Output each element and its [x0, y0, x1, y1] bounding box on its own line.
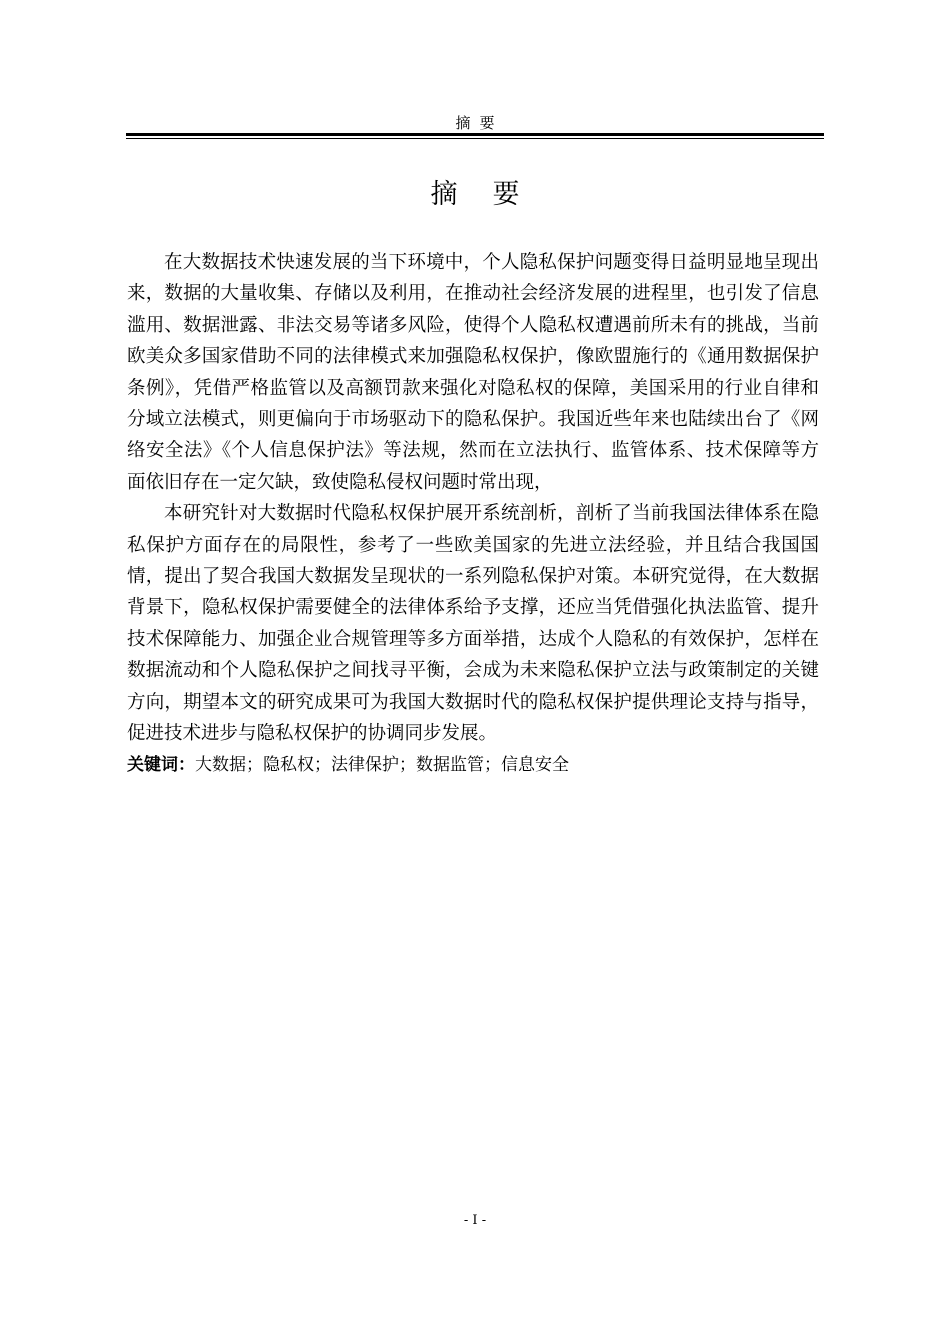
- keywords-line: [127, 750, 819, 781]
- keywords-list: 大数据；隐私权；法律保护；数据监管；信息安全: [195, 754, 569, 775]
- running-header: 摘要: [455, 114, 504, 132]
- page-number: - I -: [463, 1213, 487, 1228]
- header-rule-thin: [126, 138, 824, 139]
- page-title: 摘要: [430, 179, 555, 210]
- keywords-label: 关键词：: [127, 754, 195, 775]
- abstract-paragraph-2: 本研究针对大数据时代隐私权保护展开系统剖析，剖析了当前我国法律体系在隐私保护方面存在的局限性，参考了一些欧美国家的先进立法经验，并且结合我国国情，提出了契合我国大数据发呈现状的一系列隐私保护对策。本研究觉得，在大数据背景下，隐私权保护需要健全的法律体系给予支撑，还应当凭借强化执法监管、提升技术保障能力、加强企业合规管理等多方面举措，达成个人隐私的有效保护，怎样在数据流动和个人隐私保护之间找寻平衡，会成为未来隐私保护立法与政策制定的关键方向，期望本文的研究成果可为我国大数据时代的隐私权保护提供理论支持与指导，促进技术进步与隐私权保护的协调同步发展。: [127, 503, 819, 745]
- abstract-body: [127, 247, 819, 781]
- header-rule-thick: [126, 133, 824, 136]
- abstract-paragraph-1: 在大数据技术快速发展的当下环境中，个人隐私保护问题变得日益明显地呈现出来，数据的大量收集、存储以及利用，在推动社会经济发展的进程里，也引发了信息滥用、数据泄露、非法交易等诸多风险，使得个人隐私权遭遇前所未有的挑战，当前欧美众多国家借助不同的法律模式来加强隐私权保护，像欧盟施行的《通用数据保护条例》，凭借严格监管以及高额罚款来强化对隐私权的保障，美国采用的行业自律和分域立法模式，则更偏向于市场驱动下的隐私保护。我国近些年来也陆续出台了《网络安全法》《个人信息保护法》等法规，然而在立法执行、监管体系、技术保障等方面依旧存在一定欠缺，致使隐私侵权问题时常出现，: [127, 252, 819, 493]
